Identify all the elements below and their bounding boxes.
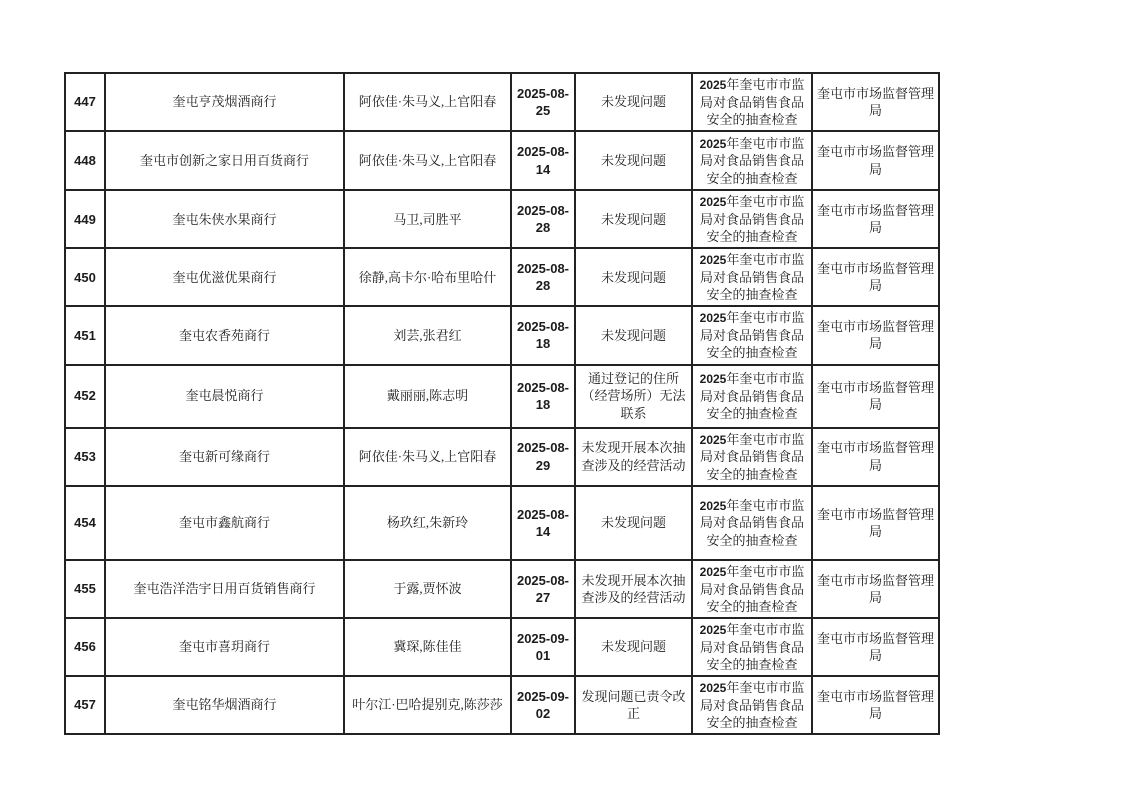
inspectors-cell: 冀琛,陈佳佳 bbox=[344, 618, 511, 676]
task-cell: 2025年奎屯市市监局对食品销售食品安全的抽查检查 bbox=[692, 190, 812, 248]
date-cell: 2025-09-02 bbox=[511, 676, 575, 734]
table-row bbox=[65, 131, 939, 190]
numeric-text: 2025 bbox=[699, 136, 727, 151]
numeric-text: 2025 bbox=[699, 498, 727, 513]
table-row bbox=[65, 428, 939, 486]
seq-cell: 447 bbox=[65, 73, 105, 131]
authority-cell: 奎屯市市场监督管理局 bbox=[812, 131, 939, 190]
date-cell: 2025-08-25 bbox=[511, 73, 575, 131]
date-cell: 2025-09-01 bbox=[511, 618, 575, 676]
authority-cell: 奎屯市市场监督管理局 bbox=[812, 676, 939, 734]
seq-cell: 448 bbox=[65, 131, 105, 190]
authority-cell: 奎屯市市场监督管理局 bbox=[812, 190, 939, 248]
seq-cell: 457 bbox=[65, 676, 105, 734]
company-cell: 奎屯朱侠水果商行 bbox=[105, 190, 344, 248]
numeric-text: 2025 bbox=[699, 564, 727, 579]
table-row bbox=[65, 306, 939, 364]
authority-cell: 奎屯市市场监督管理局 bbox=[812, 248, 939, 306]
task-cell: 2025年奎屯市市监局对食品销售食品安全的抽查检查 bbox=[692, 486, 812, 560]
table-row bbox=[65, 190, 939, 248]
company-cell: 奎屯市喜玥商行 bbox=[105, 618, 344, 676]
seq-cell: 454 bbox=[65, 486, 105, 560]
task-cell: 2025年奎屯市市监局对食品销售食品安全的抽查检查 bbox=[692, 131, 812, 190]
result-cell: 未发现开展本次抽查涉及的经营活动 bbox=[575, 560, 692, 618]
inspection-results-table bbox=[64, 72, 940, 735]
table-row bbox=[65, 248, 939, 306]
seq-cell: 452 bbox=[65, 365, 105, 428]
task-cell: 2025年奎屯市市监局对食品销售食品安全的抽查检查 bbox=[692, 618, 812, 676]
inspectors-cell: 阿依佳·朱马义,上官阳春 bbox=[344, 131, 511, 190]
date-cell: 2025-08-28 bbox=[511, 248, 575, 306]
task-cell: 2025年奎屯市市监局对食品销售食品安全的抽查检查 bbox=[692, 365, 812, 428]
date-cell: 2025-08-28 bbox=[511, 190, 575, 248]
task-cell: 2025年奎屯市市监局对食品销售食品安全的抽查检查 bbox=[692, 428, 812, 486]
authority-cell: 奎屯市市场监督管理局 bbox=[812, 618, 939, 676]
table-row bbox=[65, 73, 939, 131]
seq-cell: 455 bbox=[65, 560, 105, 618]
authority-cell: 奎屯市市场监督管理局 bbox=[812, 560, 939, 618]
result-cell: 通过登记的住所（经营场所）无法联系 bbox=[575, 365, 692, 428]
result-cell: 未发现问题 bbox=[575, 131, 692, 190]
inspectors-cell: 徐静,高卡尔·哈布里哈什 bbox=[344, 248, 511, 306]
seq-cell: 449 bbox=[65, 190, 105, 248]
authority-cell: 奎屯市市场监督管理局 bbox=[812, 365, 939, 428]
company-cell: 奎屯亨茂烟酒商行 bbox=[105, 73, 344, 131]
date-cell: 2025-08-29 bbox=[511, 428, 575, 486]
seq-cell: 450 bbox=[65, 248, 105, 306]
seq-cell: 453 bbox=[65, 428, 105, 486]
numeric-text: 2025 bbox=[699, 311, 727, 326]
date-cell: 2025-08-18 bbox=[511, 306, 575, 364]
table-row bbox=[65, 486, 939, 560]
numeric-text: 2025 bbox=[699, 371, 727, 386]
seq-cell: 451 bbox=[65, 306, 105, 364]
date-cell: 2025-08-14 bbox=[511, 131, 575, 190]
inspectors-cell: 阿依佳·朱马义,上官阳春 bbox=[344, 73, 511, 131]
authority-cell: 奎屯市市场监督管理局 bbox=[812, 428, 939, 486]
authority-cell: 奎屯市市场监督管理局 bbox=[812, 306, 939, 364]
company-cell: 奎屯优滋优果商行 bbox=[105, 248, 344, 306]
table-row bbox=[65, 618, 939, 676]
company-cell: 奎屯农香苑商行 bbox=[105, 306, 344, 364]
task-cell: 2025年奎屯市市监局对食品销售食品安全的抽查检查 bbox=[692, 248, 812, 306]
inspectors-cell: 叶尔江·巴哈提别克,陈莎莎 bbox=[344, 676, 511, 734]
document-page bbox=[64, 72, 940, 735]
numeric-text: 2025 bbox=[699, 195, 727, 210]
result-cell: 未发现问题 bbox=[575, 306, 692, 364]
date-cell: 2025-08-18 bbox=[511, 365, 575, 428]
numeric-text: 2025 bbox=[699, 432, 727, 447]
result-cell: 未发现问题 bbox=[575, 73, 692, 131]
inspectors-cell: 马卫,司胜平 bbox=[344, 190, 511, 248]
table-row bbox=[65, 365, 939, 428]
result-cell: 未发现问题 bbox=[575, 248, 692, 306]
result-cell: 未发现问题 bbox=[575, 618, 692, 676]
task-cell: 2025年奎屯市市监局对食品销售食品安全的抽查检查 bbox=[692, 306, 812, 364]
task-cell: 2025年奎屯市市监局对食品销售食品安全的抽查检查 bbox=[692, 560, 812, 618]
company-cell: 奎屯新可缘商行 bbox=[105, 428, 344, 486]
result-cell: 发现问题已责令改正 bbox=[575, 676, 692, 734]
task-cell: 2025年奎屯市市监局对食品销售食品安全的抽查检查 bbox=[692, 73, 812, 131]
date-cell: 2025-08-27 bbox=[511, 560, 575, 618]
company-cell: 奎屯铭华烟酒商行 bbox=[105, 676, 344, 734]
authority-cell: 奎屯市市场监督管理局 bbox=[812, 73, 939, 131]
inspectors-cell: 于露,贾怀波 bbox=[344, 560, 511, 618]
inspectors-cell: 刘芸,张君红 bbox=[344, 306, 511, 364]
company-cell: 奎屯浩洋浩宇日用百货销售商行 bbox=[105, 560, 344, 618]
numeric-text: 2025 bbox=[699, 622, 727, 637]
inspection-table-body bbox=[65, 73, 939, 734]
authority-cell: 奎屯市市场监督管理局 bbox=[812, 486, 939, 560]
company-cell: 奎屯市鑫航商行 bbox=[105, 486, 344, 560]
numeric-text: 2025 bbox=[699, 680, 727, 695]
inspectors-cell: 阿依佳·朱马义,上官阳春 bbox=[344, 428, 511, 486]
result-cell: 未发现开展本次抽查涉及的经营活动 bbox=[575, 428, 692, 486]
numeric-text: 2025 bbox=[699, 78, 727, 92]
company-cell: 奎屯晨悦商行 bbox=[105, 365, 344, 428]
inspectors-cell: 戴丽丽,陈志明 bbox=[344, 365, 511, 428]
table-row bbox=[65, 560, 939, 618]
date-cell: 2025-08-14 bbox=[511, 486, 575, 560]
inspectors-cell: 杨玖红,朱新玲 bbox=[344, 486, 511, 560]
table-row bbox=[65, 676, 939, 734]
task-cell: 2025年奎屯市市监局对食品销售食品安全的抽查检查 bbox=[692, 676, 812, 734]
seq-cell: 456 bbox=[65, 618, 105, 676]
numeric-text: 2025 bbox=[699, 253, 727, 268]
result-cell: 未发现问题 bbox=[575, 486, 692, 560]
result-cell: 未发现问题 bbox=[575, 190, 692, 248]
company-cell: 奎屯市创新之家日用百货商行 bbox=[105, 131, 344, 190]
